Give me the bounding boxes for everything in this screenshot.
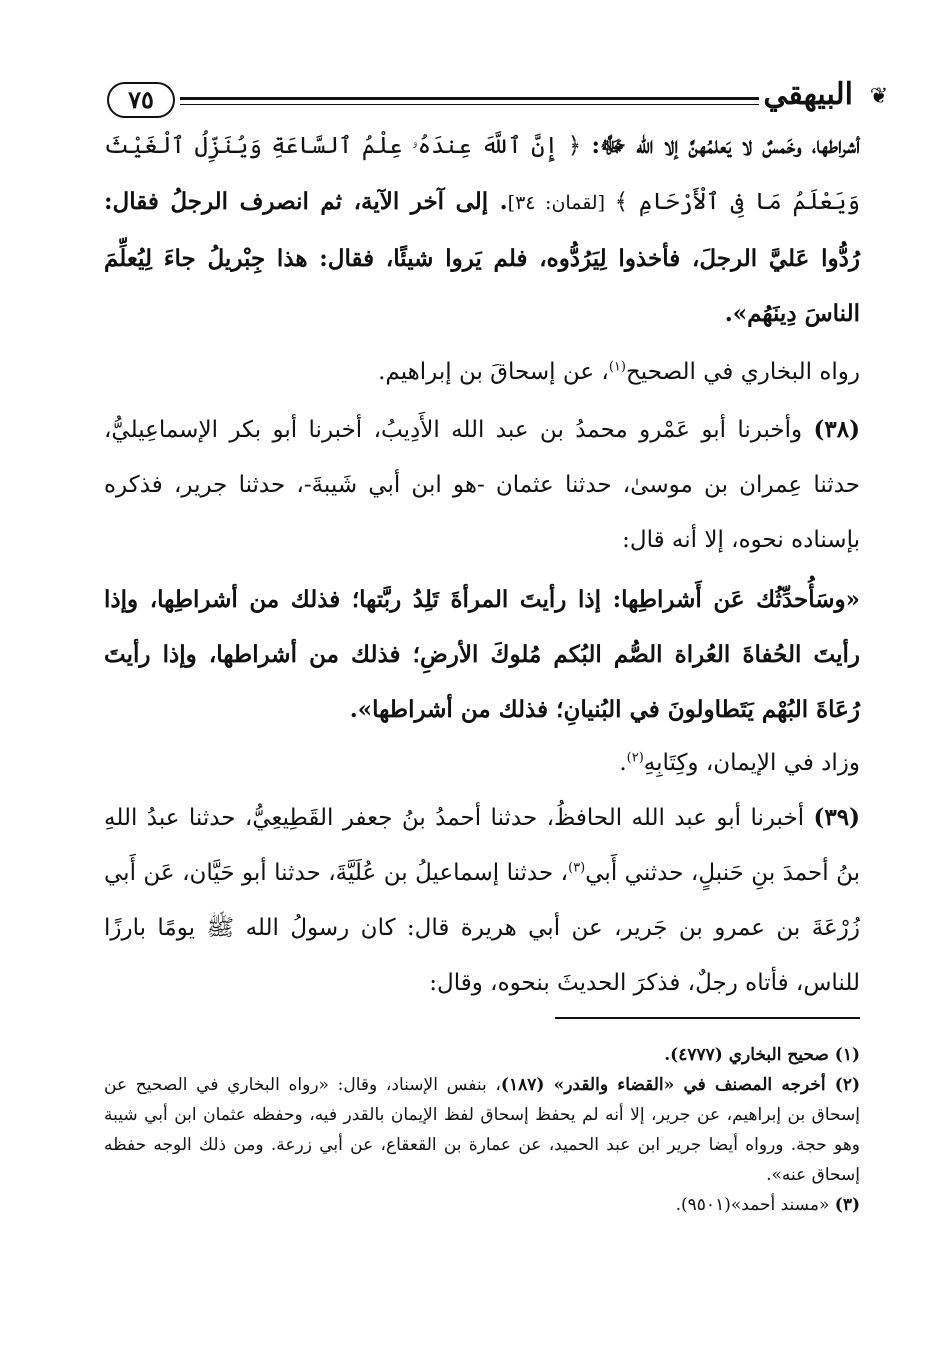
matn-text: «وسَأُحدِّثُك عَن أَشراطِها: إذا رأيتَ المرأةَ تَلِدُ ربَّتها؛ فذلك من أشراطِها، وإذا رأيتَ الحُفاةَ العُراة الصُّم البُكم مُلوكَ الأرضِ؛ فذلك من أشراطها، وإذا رأيتَ رُعَاةَ البُهْم يَتَطاولونَ في البُنيانِ؛ فذلك من أشراطها».: [104, 586, 860, 723]
header-rule: [180, 97, 759, 100]
isnad-text: وأخبرنا أبو عَمْرو محمدُ بن عبد الله الأَدِيبُ، أخبرنا أبو بكر الإسماعِيليُّ، حدثنا عِمران بن موسىٰ، حدثنا عثمان -هو ابن أبي شَيبةَ-، حدثنا جرير، فذكره بإسناده نحوه، إلا أنه قال:: [104, 417, 860, 553]
hadith-text: أشراطها، وخَمسٌ لا يَعلمُهنَّ إلا الله ﷻ:: [581, 132, 860, 159]
addition-text: وزاد في الإيمان، وكِتَابِهِ: [643, 750, 860, 776]
hadith-number: (٣٩): [813, 804, 860, 831]
hadith-38-isnad: [104, 402, 860, 568]
footnote-lead: (٣): [834, 1195, 860, 1215]
footnotes: [104, 1040, 860, 1220]
verse-reference: [لقمان: ٣٤]: [507, 192, 615, 214]
hadith-number: (٣٨): [813, 416, 860, 443]
page-number: ٧٥: [107, 82, 175, 118]
hadith-38-matn: [104, 572, 860, 737]
header-rule-thin: [180, 104, 759, 105]
quran-verse: ﴿ إِنَّ ٱللَّهَ عِندَهُۥ عِلْمُ ٱلسَّاعَةِ وَيُنَزِّلُ ٱلْغَيْثَ وَيَعْلَمُ مَا فِى ٱلْأَرْحَامِ ﴾: [104, 133, 860, 215]
footnote-lead: (١) صحيح البخاري (٤٧٧٧).: [664, 1045, 860, 1065]
hadith-39-isnad: [104, 790, 860, 1011]
isnad-text: أخبرنا أبو عبد الله الحافظُ، حدثنا أحمدُ بنُ جعفر القَطِيعِيُّ، حدثنا عبدُ اللهِ بنُ أحمدَ بنِ حَنبلٍ، حدثني أَبي: [104, 805, 861, 886]
footnote-text: ، بنفس الإسناد، وقال: «رواه البخاري في الصحيح عن إسحاق بن إبراهيم، عن جرير، إلا أنه لم يحفظ إسحاق لفظ الإيمان بالقدر فيه، وحفظه عثمان ابن أبي شيبة وهو حجة. ورواه أيضا جرير ابن عبد الحميد، عن عمارة بن القعقاع، عن أبي زرعة. ومن ذلك الوجه حفظه إسحاق عنه».: [104, 1075, 860, 1185]
footnote-1: [104, 1040, 860, 1070]
running-title: البيهقي: [763, 77, 853, 112]
hadith-text: . إلى آخر الآية، ثم انصرف الرجلُ فقال: رُدُّوا عَليَّ الرجلَ، فأخذوا لِيَرُدُّوه، فلم يَروا شيئًا، فقال: هذا جِبْريلُ جاءَ لِيُعلِّمَ الناسَ دِينَهُم».: [104, 188, 860, 327]
isnad-text: ، حدثنا إسماعيلُ بن عُلَيَّةَ، حدثنا أبو حَيَّان، عَن أَبي زُرْعَةَ بن عمرو بن جَرير، عن أبي هريرة قال: كان رسولُ الله ﷺ يومًا بارزًا للناس، فأتاه رجلٌ، فذكرَ الحديثَ بنحوه، وقال:: [104, 860, 860, 996]
ornament-icon: ❦: [869, 84, 889, 109]
hadith-text-continuation: [104, 118, 860, 341]
footnote-lead: (٢) أخرجه المصنف في «القضاء والقدر» (١٨٧): [500, 1075, 860, 1095]
footnote-text: «مسند أحمد»(٩٥٠١).: [675, 1195, 835, 1215]
footnote-marker: (٢): [626, 750, 644, 766]
addition-text: .: [619, 750, 627, 776]
narration-note: [104, 345, 860, 400]
narration-text: ، عن إسحاقَ بن إبراهيم.: [378, 359, 609, 385]
footnote-marker: (١): [608, 359, 626, 375]
narration-text: رواه البخاري في الصحيح: [625, 359, 860, 385]
footnote-separator: [555, 1017, 860, 1019]
footnote-marker: (٣): [568, 860, 586, 876]
footnote-2: [104, 1070, 860, 1190]
footnote-3: [104, 1190, 860, 1220]
addition-note: [104, 736, 860, 791]
